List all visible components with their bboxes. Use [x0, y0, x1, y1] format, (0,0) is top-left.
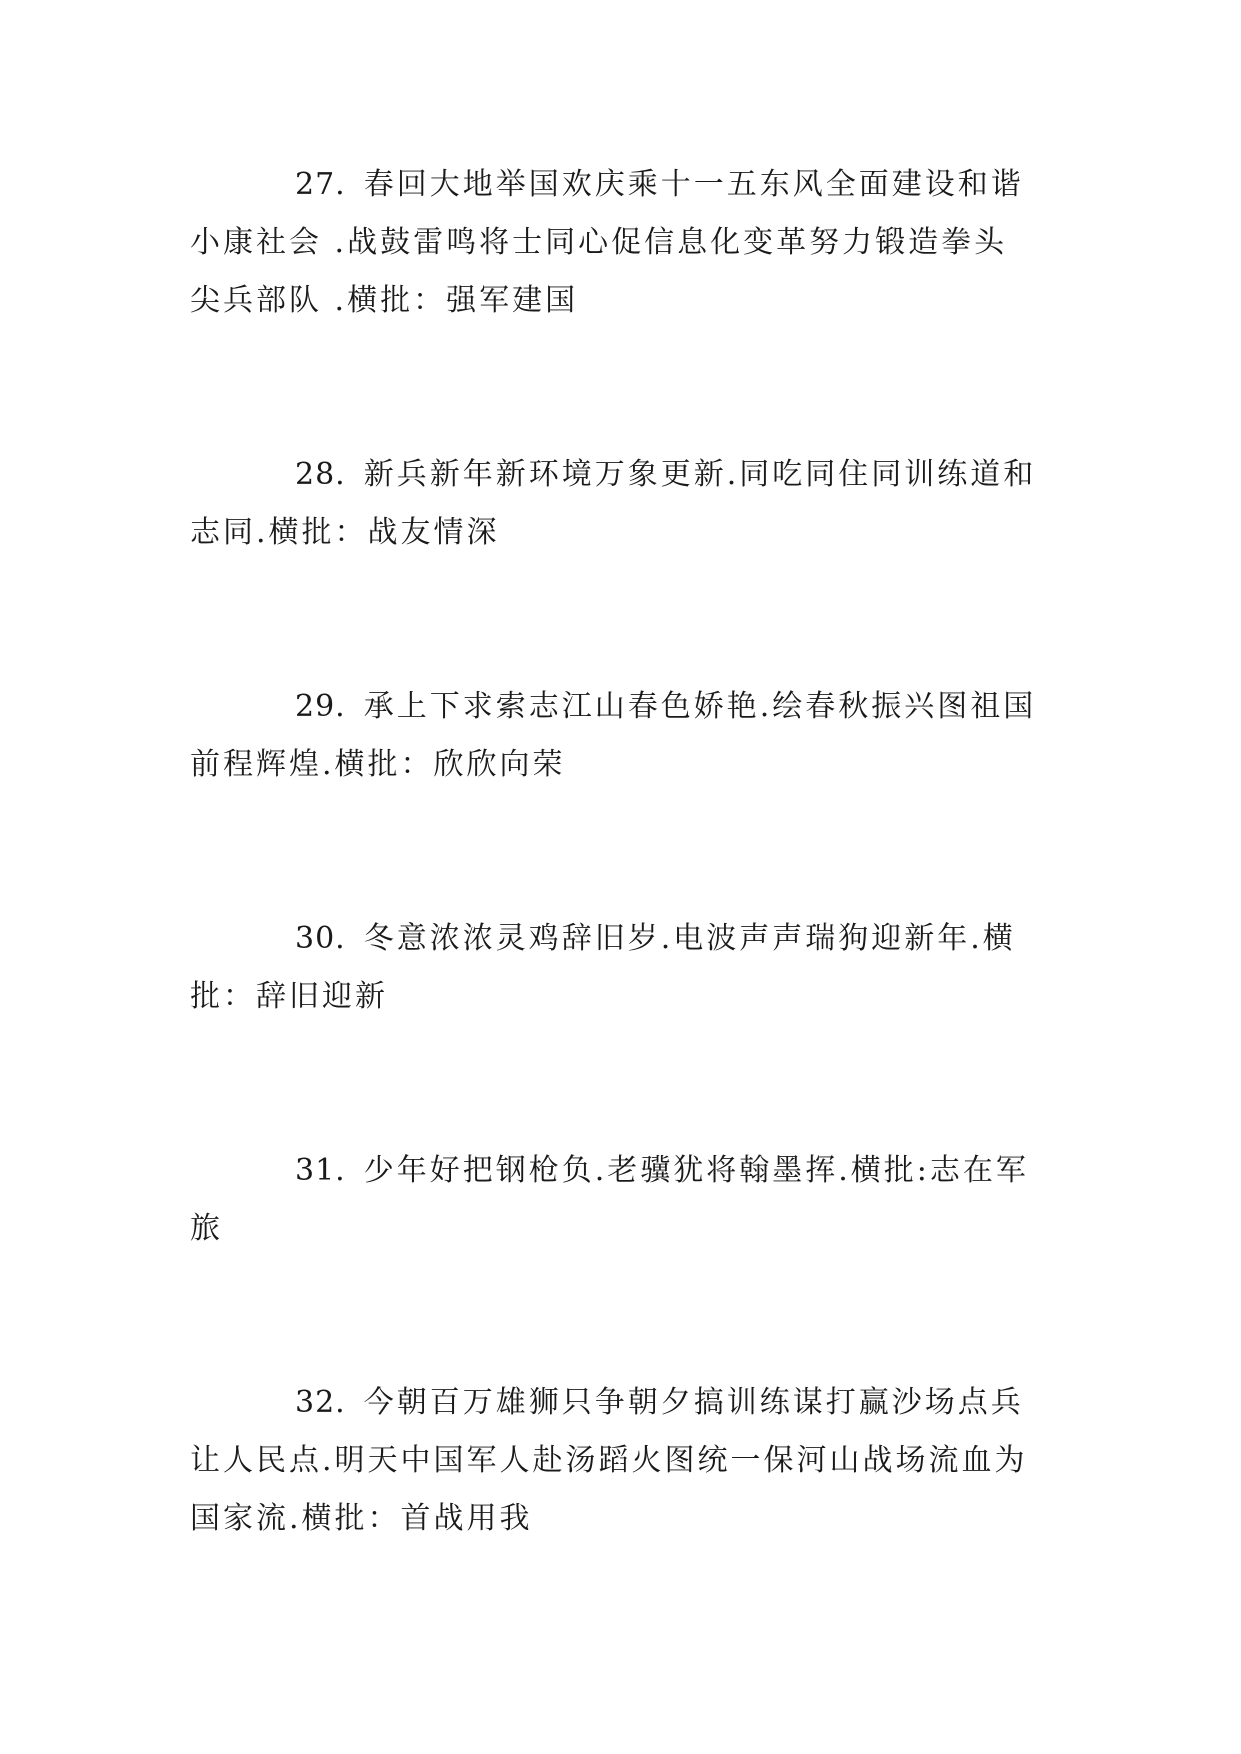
entry-number: 27.: [295, 167, 346, 202]
entry-text: 承上下求索志江山春色娇艳.绘春秋振兴图祖国: [363, 689, 1037, 724]
entry-first-line: [190, 446, 1050, 504]
entry-number: 28.: [295, 457, 346, 492]
entry-line: 国家流.横批：首战用我: [190, 1501, 533, 1536]
couplet-entry-29: [190, 678, 1050, 794]
entry-line: 志同.横批：战友情深: [190, 515, 500, 550]
entry-text: 冬意浓浓灵鸡辞旧岁.电波声声瑞狗迎新年.横: [363, 921, 1016, 956]
entry-line: 批：辞旧迎新: [190, 979, 388, 1014]
entry-number: 31.: [295, 1153, 346, 1188]
entry-text: 少年好把钢枪负.老骥犹将翰墨挥.横批:志在军: [363, 1153, 1029, 1188]
entry-first-line: [190, 156, 1050, 214]
entry-number: 30.: [295, 921, 346, 956]
entry-number: 32.: [295, 1385, 346, 1420]
entry-first-line: [190, 1374, 1050, 1432]
entry-line: 小康社会 .战鼓雷鸣将士同心促信息化变革努力锻造拳头: [190, 225, 1008, 260]
entry-text: 今朝百万雄狮只争朝夕搞训练谋打赢沙场点兵: [363, 1385, 1024, 1420]
entry-line: 让人民点.明天中国军人赴汤蹈火图统一保河山战场流血为: [190, 1443, 1028, 1478]
couplet-entry-27: [190, 156, 1050, 330]
couplet-entry-31: [190, 1142, 1050, 1258]
entry-text: 春回大地举国欢庆乘十一五东风全面建设和谐: [363, 167, 1024, 202]
entry-first-line: [190, 910, 1050, 968]
entry-text: 新兵新年新环境万象更新.同吃同住同训练道和: [363, 457, 1037, 492]
entry-line: 前程辉煌.横批：欣欣向荣: [190, 747, 566, 782]
couplet-entry-32: [190, 1374, 1050, 1548]
entry-line: 尖兵部队 .横批：强军建国: [190, 283, 579, 318]
couplet-entry-28: [190, 446, 1050, 562]
entry-number: 29.: [295, 689, 346, 724]
entry-line: 旅: [190, 1211, 223, 1246]
entry-first-line: [190, 1142, 1050, 1200]
couplet-entry-30: [190, 910, 1050, 1026]
entry-first-line: [190, 678, 1050, 736]
